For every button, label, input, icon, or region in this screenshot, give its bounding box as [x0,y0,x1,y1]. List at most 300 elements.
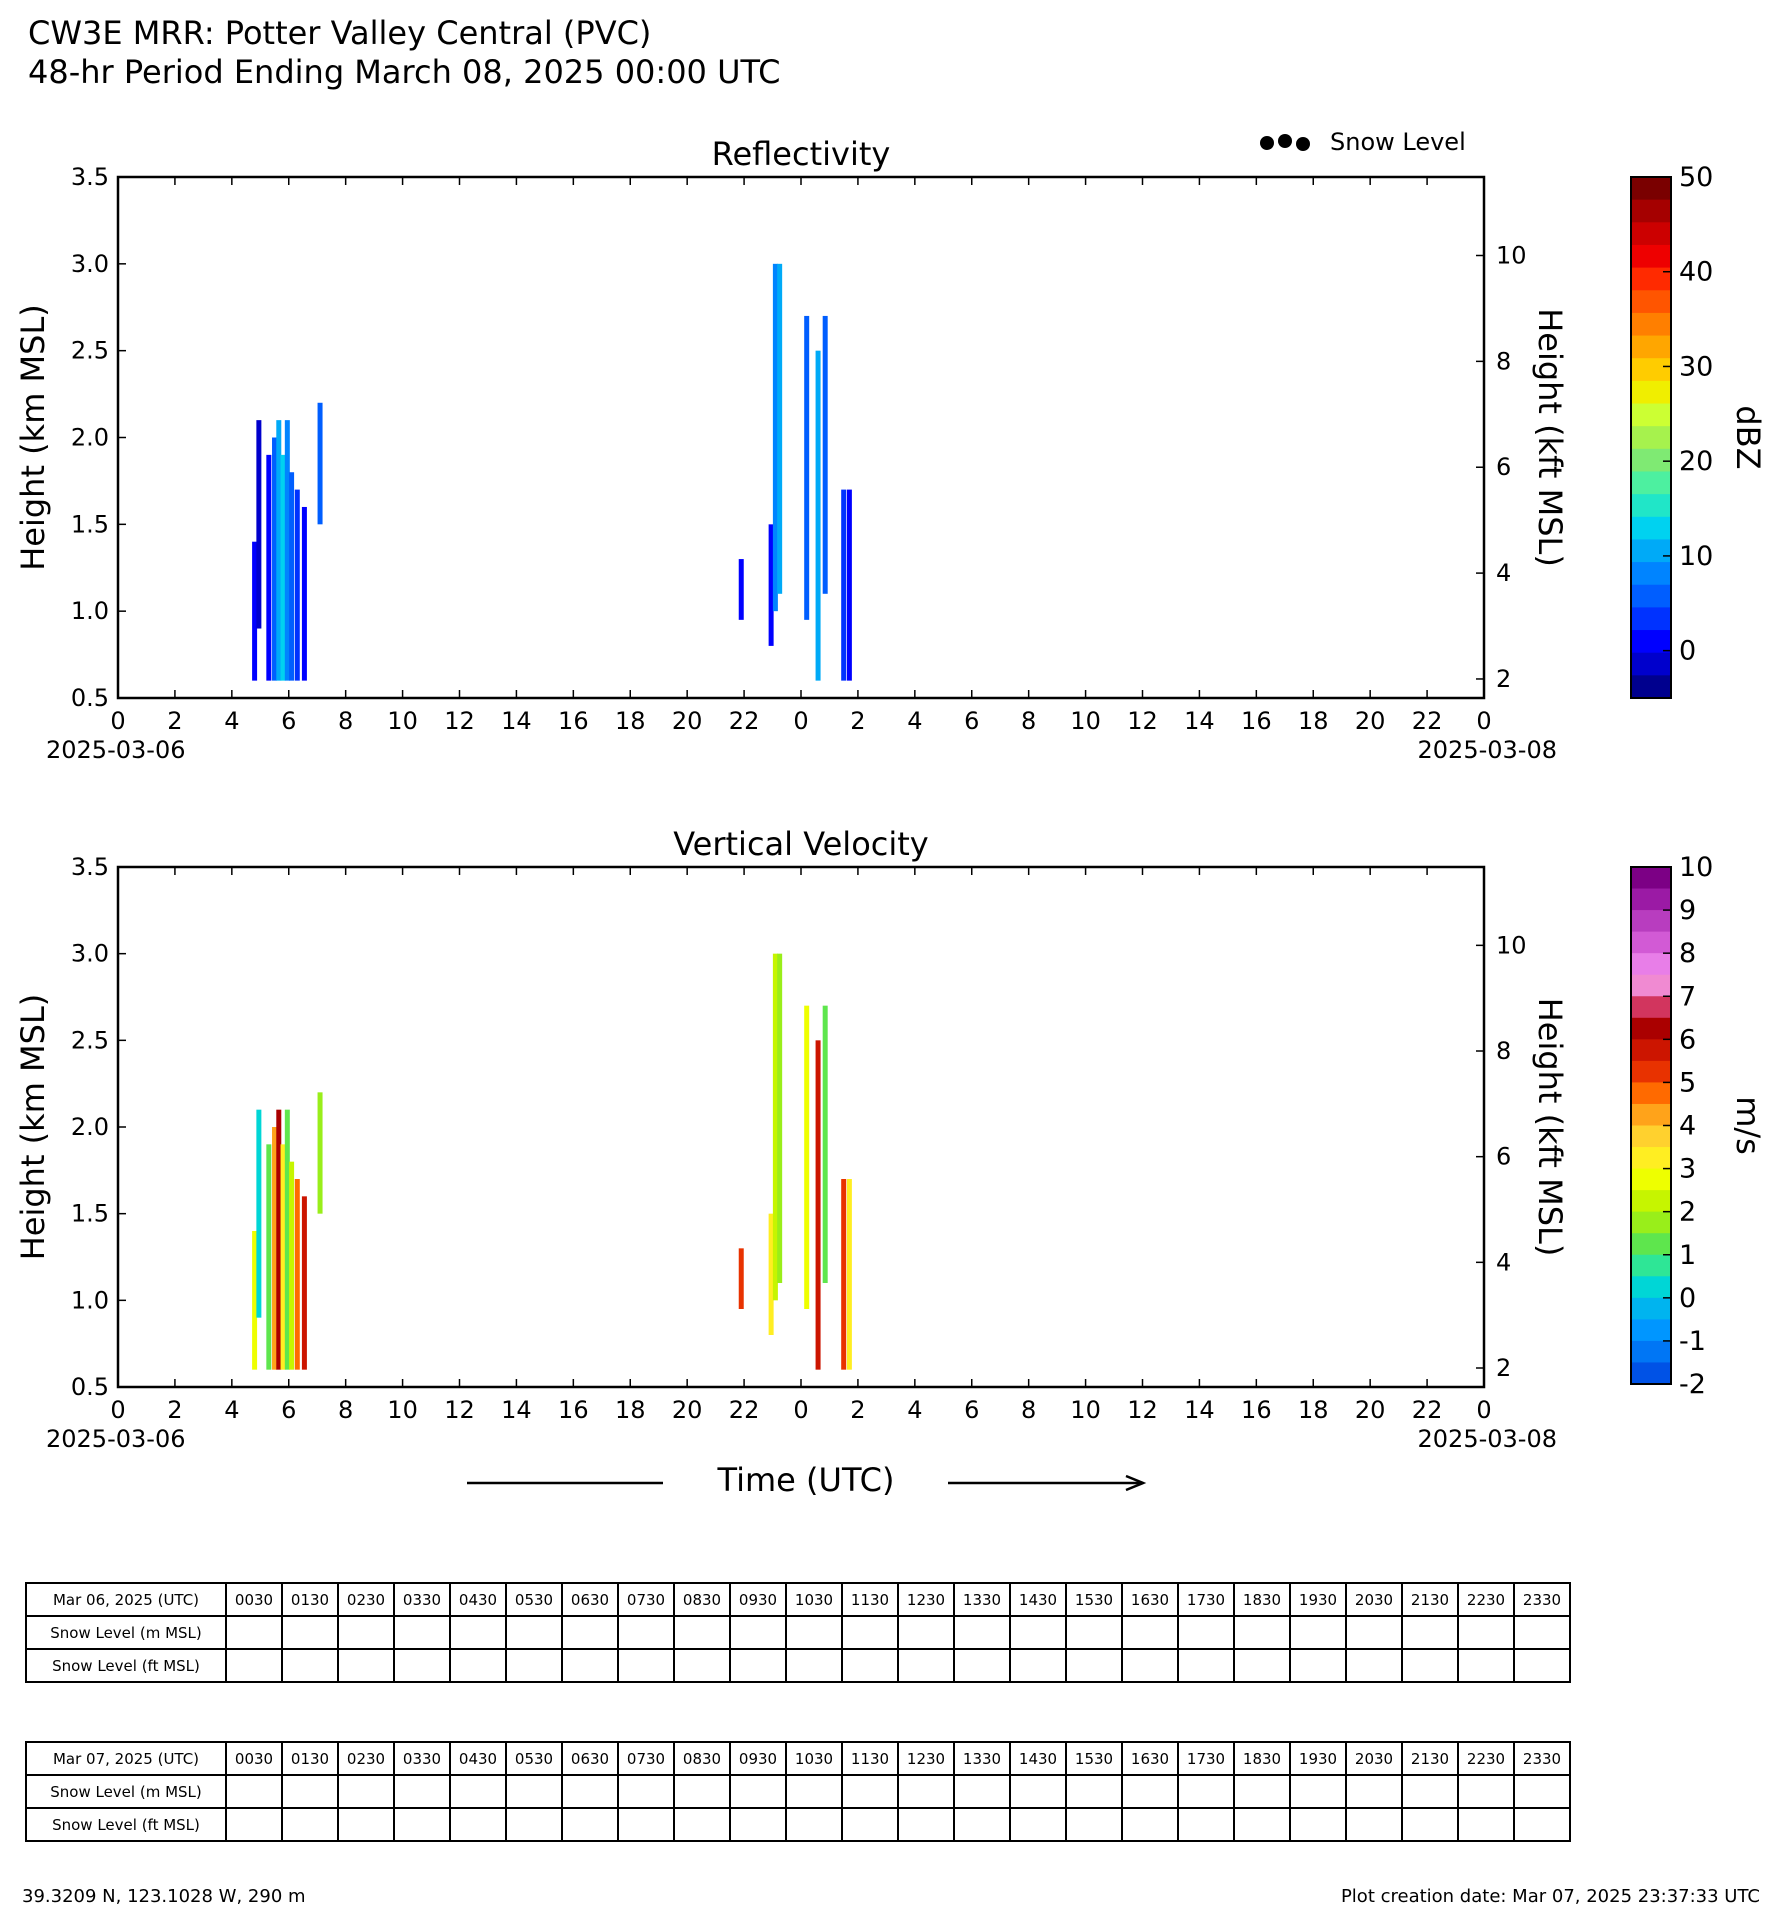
colorbar-bin [1631,336,1671,359]
colorbar-tick-label: 3 [1679,1153,1697,1185]
table-cell [898,1649,954,1682]
table-cell: 1930 [1290,1583,1346,1616]
x-tick-label: 4 [224,1396,240,1424]
colorbar-bin [1631,1039,1671,1061]
echo-segment [276,1110,281,1370]
colorbar-bin [1631,1147,1671,1169]
table-cell [1458,1616,1514,1649]
x-tick-label: 18 [1297,1396,1329,1424]
x-tick-label: 16 [1241,1396,1272,1424]
x-tick-label: 2 [167,707,183,735]
x-tick-label: 22 [1411,707,1443,735]
x-tick-label: 10 [1070,707,1101,735]
table-cell: 2330 [1514,1583,1570,1616]
y-tick-label: 2.5 [70,336,109,365]
x-tick-label: 0 [110,707,126,735]
table-cell [898,1808,954,1841]
y-tick-label: 1.5 [70,1199,109,1228]
table-cell [898,1616,954,1649]
echo-segment [318,1092,323,1213]
table-cell [1234,1616,1290,1649]
y-right-axis-label: Height (kft MSL) [1531,997,1569,1257]
echo-segment [847,490,852,681]
table-cell: 1330 [954,1742,1010,1775]
y-right-tick-label: 4 [1496,559,1512,588]
table-cell: 0530 [506,1583,562,1616]
colorbar-bin [1631,1298,1671,1320]
table-cell [954,1775,1010,1808]
table-cell [506,1616,562,1649]
table-cell: 1730 [1178,1742,1234,1775]
table-cell: 1130 [842,1742,898,1775]
x-tick-label: 20 [671,707,703,735]
colorbar-tick-label: 1 [1679,1239,1697,1271]
table-cell [1010,1775,1066,1808]
table-cell: 0830 [674,1742,730,1775]
y-right-tick-label: 4 [1496,1248,1512,1277]
colorbar-bin [1631,1212,1671,1234]
table-cell [1234,1808,1290,1841]
table-cell: 1530 [1066,1583,1122,1616]
x-tick-label: 22 [728,1396,760,1424]
table-cell [1402,1808,1458,1841]
x-tick-label: 0 [1476,707,1492,735]
echo-segment [252,542,257,681]
colorbar-bin [1631,1276,1671,1298]
table-cell [282,1616,338,1649]
colorbar-tick-label: 9 [1679,895,1697,927]
colorbar-label: m/s [1729,1096,1767,1155]
table-cell [1514,1808,1570,1841]
table-cell [842,1649,898,1682]
y-tick-label: 1.0 [70,1286,109,1315]
x-axis-label: Time (UTC) [717,1461,895,1499]
y-tick-label: 0.5 [70,684,109,712]
echo-segment [256,420,261,628]
table-cell: 1430 [1010,1583,1066,1616]
x-tick-label: 4 [224,707,240,735]
table-cell [786,1775,842,1808]
y-tick-label: 3.0 [70,249,109,278]
colorbar-label: dBZ [1729,405,1767,470]
y-tick-label: 3.5 [70,163,109,191]
colorbar-tick-label: 50 [1679,162,1714,193]
colorbar-bin [1631,1018,1671,1040]
echo-segment [276,420,281,680]
panel-title: Reflectivity [711,135,891,173]
colorbar-bin [1631,867,1671,889]
table-cell [1122,1808,1178,1841]
echo-segment [256,1110,261,1318]
table-cell [1178,1649,1234,1682]
table-cell: 1030 [786,1742,842,1775]
snow-level-legend [1260,128,1466,156]
table-cell [394,1649,450,1682]
colorbar-bin [1631,1255,1671,1277]
echo-segment [816,1040,821,1369]
date-label-right: 2025-03-08 [1417,1425,1557,1453]
table-cell: 0830 [674,1583,730,1616]
x-tick-label: 6 [964,707,980,735]
table-cell: 1330 [954,1583,1010,1616]
colorbar-bin [1631,1233,1671,1255]
colorbar-bin [1631,245,1671,268]
colorbar-bin [1631,517,1671,540]
y-right-tick-label: 10 [1496,241,1527,270]
x-tick-label: 18 [1297,707,1329,735]
table-cell: 0130 [282,1583,338,1616]
table-cell: 1930 [1290,1742,1346,1775]
y-axis-label: Height (km MSL) [14,304,52,571]
table-cell [730,1649,786,1682]
x-tick-label: 4 [907,1396,923,1424]
echo-segment [777,264,782,594]
colorbar-bin [1631,404,1671,427]
table-cell [338,1616,394,1649]
table-cell: 0030 [226,1742,282,1775]
table-cell [842,1775,898,1808]
echo-segment [289,472,294,680]
x-tick-label: 8 [1021,1396,1037,1424]
date-label-left: 2025-03-06 [46,1425,186,1453]
x-tick-label: 12 [444,1396,475,1424]
x-tick-label: 22 [728,707,760,735]
echo-segment [289,1162,294,1370]
table-cell [450,1616,506,1649]
echo-segment [777,954,782,1283]
table-row-label: Snow Level (m MSL) [26,1775,226,1808]
table-cell [674,1616,730,1649]
x-tick-label: 0 [110,1396,126,1424]
table-cell [506,1808,562,1841]
echo-segment [318,403,323,525]
colorbar-bin [1631,1169,1671,1191]
colorbar-bin [1631,607,1671,630]
table-cell [730,1808,786,1841]
y-tick-label: 1.5 [70,510,109,539]
table-cell: 0430 [450,1742,506,1775]
colorbar-bin [1631,932,1671,954]
x-tick-label: 0 [1476,1396,1492,1424]
colorbar-bin [1631,1126,1671,1148]
y-right-tick-label: 6 [1496,1142,1512,1171]
table-cell [842,1616,898,1649]
colorbar-tick-label: 8 [1679,938,1697,970]
echo-segment [804,1006,809,1309]
echo-segment [773,954,778,1301]
colorbar-tick-label: 5 [1679,1067,1697,1099]
table-row-label: Mar 07, 2025 (UTC) [26,1742,226,1775]
snow-level-dot [1296,137,1310,151]
table-cell: 1130 [842,1583,898,1616]
colorbar-tick-label: -1 [1679,1325,1706,1357]
table-cell [1122,1775,1178,1808]
echo-segment [295,1179,300,1370]
table-cell: 2030 [1346,1583,1402,1616]
y-tick-label: 3.5 [70,853,109,881]
table-cell [562,1616,618,1649]
x-tick-label: 14 [1184,1396,1215,1424]
table-cell [226,1808,282,1841]
table-cell [618,1775,674,1808]
colorbar-bin [1631,313,1671,336]
table-cell [1234,1649,1290,1682]
figure-subtitle: 48-hr Period Ending March 08, 2025 00:00 UTC [28,53,781,91]
x-tick-label: 20 [1354,1396,1386,1424]
table-cell: 2130 [1402,1583,1458,1616]
colorbar-bin [1631,290,1671,313]
table-cell [450,1808,506,1841]
table-cell [1346,1616,1402,1649]
table-cell [506,1775,562,1808]
echo-segment [816,351,821,681]
echo-segment [804,316,809,620]
reflectivity-panel [14,135,1767,764]
x-tick-label: 8 [1021,707,1037,735]
table-cell [1010,1808,1066,1841]
echo-segment [295,490,300,681]
table-cell: 0630 [562,1742,618,1775]
snow-level-m-row [26,1616,1570,1649]
table-cell [1402,1616,1458,1649]
time-axis-label [467,1461,1143,1499]
x-tick-label: 14 [1184,707,1215,735]
x-tick-label: 14 [501,1396,532,1424]
echo-segment [281,1144,286,1369]
table-cell: 1530 [1066,1742,1122,1775]
colorbar-tick-label: 0 [1679,635,1697,667]
table-cell [282,1775,338,1808]
x-tick-label: 2 [167,1396,183,1424]
date-label-left: 2025-03-06 [46,736,186,764]
table-cell [1346,1775,1402,1808]
table-cell [1010,1649,1066,1682]
table-cell: 1830 [1234,1742,1290,1775]
table-cell [1290,1808,1346,1841]
table-cell [786,1649,842,1682]
colorbar-bin [1631,1061,1671,1083]
table-cell [842,1808,898,1841]
station-coordinates: 39.3209 N, 123.1028 W, 290 m [22,1886,306,1907]
echo-segment [252,1231,257,1370]
snow-level-dot [1260,136,1274,150]
y-right-tick-label: 2 [1496,664,1512,693]
colorbar-bin [1631,630,1671,653]
x-tick-label: 16 [558,707,589,735]
x-tick-label: 4 [907,707,923,735]
echo-segment [272,1127,277,1370]
table-cell [562,1649,618,1682]
table-cell [674,1808,730,1841]
table-cell [1178,1616,1234,1649]
table-cell [1066,1808,1122,1841]
table-cell [954,1616,1010,1649]
table-cell [1458,1775,1514,1808]
table-cell [618,1649,674,1682]
table-cell: 0330 [394,1742,450,1775]
table-cell [1234,1775,1290,1808]
table-cell [1290,1616,1346,1649]
table-cell [1402,1775,1458,1808]
colorbar-tick-label: 4 [1679,1110,1697,1142]
table-cell [1122,1649,1178,1682]
table-cell [394,1808,450,1841]
y-tick-label: 2.0 [70,423,109,452]
x-tick-label: 6 [281,1396,297,1424]
colorbar-bin [1631,200,1671,223]
x-tick-label: 20 [671,1396,703,1424]
table-cell [1066,1775,1122,1808]
y-right-tick-label: 8 [1496,347,1512,376]
table-cell [1178,1808,1234,1841]
snow-level-m-row [26,1775,1570,1808]
table-cell [282,1808,338,1841]
table-header-row [26,1742,1570,1775]
echo-segment [739,1248,744,1309]
table-cell: 2130 [1402,1742,1458,1775]
echo-segment [266,1144,271,1369]
table-cell [1066,1616,1122,1649]
table-header-row [26,1583,1570,1616]
table-cell [674,1649,730,1682]
echo-segment [272,438,277,681]
table-cell [226,1616,282,1649]
table-cell [1514,1649,1570,1682]
y-tick-label: 3.0 [70,939,109,968]
x-tick-label: 6 [964,1396,980,1424]
y-right-tick-label: 8 [1496,1037,1512,1066]
y-tick-label: 1.0 [70,597,109,626]
x-tick-label: 0 [793,707,809,735]
y-right-tick-label: 6 [1496,453,1512,482]
date-label-right: 2025-03-08 [1417,736,1557,764]
table-cell [730,1616,786,1649]
echo-segment [769,524,774,646]
colorbar-bin [1631,953,1671,975]
colorbar-bin [1631,653,1671,676]
table-cell [786,1616,842,1649]
echo-segment [841,490,846,681]
colorbar-tick-label: 20 [1679,446,1714,478]
y-tick-label: 2.0 [70,1113,109,1141]
y-right-tick-label: 10 [1496,931,1527,960]
table-cell [450,1649,506,1682]
colorbar-tick-label: 7 [1679,981,1697,1013]
echo-segment [285,420,290,680]
x-tick-label: 10 [387,1396,418,1424]
table-cell [1178,1775,1234,1808]
colorbar-bin [1631,381,1671,404]
y-tick-label: 0.5 [70,1373,109,1401]
table-cell: 1630 [1122,1583,1178,1616]
table-cell [506,1649,562,1682]
table-cell [1346,1649,1402,1682]
table-cell [282,1649,338,1682]
table-cell [394,1775,450,1808]
table-cell: 0730 [618,1583,674,1616]
table-cell [1458,1808,1514,1841]
colorbar-tick-label: 2 [1679,1196,1697,1228]
x-tick-label: 16 [558,1396,589,1424]
table-cell [1290,1649,1346,1682]
y-right-tick-label: 2 [1496,1354,1512,1383]
colorbar-bin [1631,1319,1671,1341]
colorbar-bin [1631,1341,1671,1363]
colorbar-bin [1631,471,1671,494]
table-cell: 0030 [226,1583,282,1616]
table-cell [450,1775,506,1808]
colorbar-bin [1631,1362,1671,1384]
colorbar-bin [1631,1190,1671,1212]
table-cell [1514,1775,1570,1808]
figure-title: CW3E MRR: Potter Valley Central (PVC) [28,14,652,52]
x-tick-label: 6 [281,707,297,735]
table-cell [1122,1616,1178,1649]
colorbar-bin [1631,1104,1671,1126]
x-tick-label: 12 [1127,707,1158,735]
x-tick-label: 14 [501,707,532,735]
table-cell [1514,1616,1570,1649]
table-cell [954,1808,1010,1841]
x-tick-label: 2 [850,707,866,735]
colorbar-bin [1631,562,1671,585]
colorbar-bin [1631,996,1671,1018]
colorbar-bin [1631,910,1671,932]
table-cell [338,1808,394,1841]
colorbar-tick-label: 30 [1679,351,1714,383]
colorbar-tick-label: -2 [1679,1369,1706,1400]
table-cell: 1430 [1010,1742,1066,1775]
colorbar-bin [1631,585,1671,608]
colorbar-bin [1631,1082,1671,1104]
table-cell: 2230 [1458,1742,1514,1775]
y-right-axis-label: Height (kft MSL) [1531,308,1569,567]
snow-level-legend-label: Snow Level [1330,128,1466,156]
table-cell [618,1808,674,1841]
colorbar-bin [1631,222,1671,245]
table-cell [954,1649,1010,1682]
colorbar-bin [1631,177,1671,200]
table-cell [1346,1808,1402,1841]
table-row-label: Snow Level (ft MSL) [26,1808,226,1841]
table-cell: 0530 [506,1742,562,1775]
y-axis-label: Height (km MSL) [14,993,52,1261]
x-tick-label: 12 [1127,1396,1158,1424]
table-row-label: Mar 06, 2025 (UTC) [26,1583,226,1616]
table-cell: 1230 [898,1742,954,1775]
table-cell [1402,1649,1458,1682]
y-tick-label: 2.5 [70,1026,109,1055]
x-tick-label: 12 [444,707,475,735]
table-cell: 1230 [898,1583,954,1616]
snow-level-ft-row [26,1649,1570,1682]
colorbar-bin [1631,426,1671,449]
table-cell [226,1775,282,1808]
x-tick-label: 2 [850,1396,866,1424]
snow-level-table-mar07 [25,1741,1571,1842]
x-tick-label: 20 [1354,707,1386,735]
echo-segment [739,559,744,620]
echo-segment [773,264,778,611]
plot-creation-date: Plot creation date: Mar 07, 2025 23:37:33 UTC [1340,1886,1760,1907]
table-cell: 0930 [730,1742,786,1775]
table-cell: 2230 [1458,1583,1514,1616]
echo-segment [266,455,271,681]
table-cell [226,1649,282,1682]
table-cell [1290,1775,1346,1808]
x-tick-label: 18 [614,1396,646,1424]
table-cell [786,1808,842,1841]
